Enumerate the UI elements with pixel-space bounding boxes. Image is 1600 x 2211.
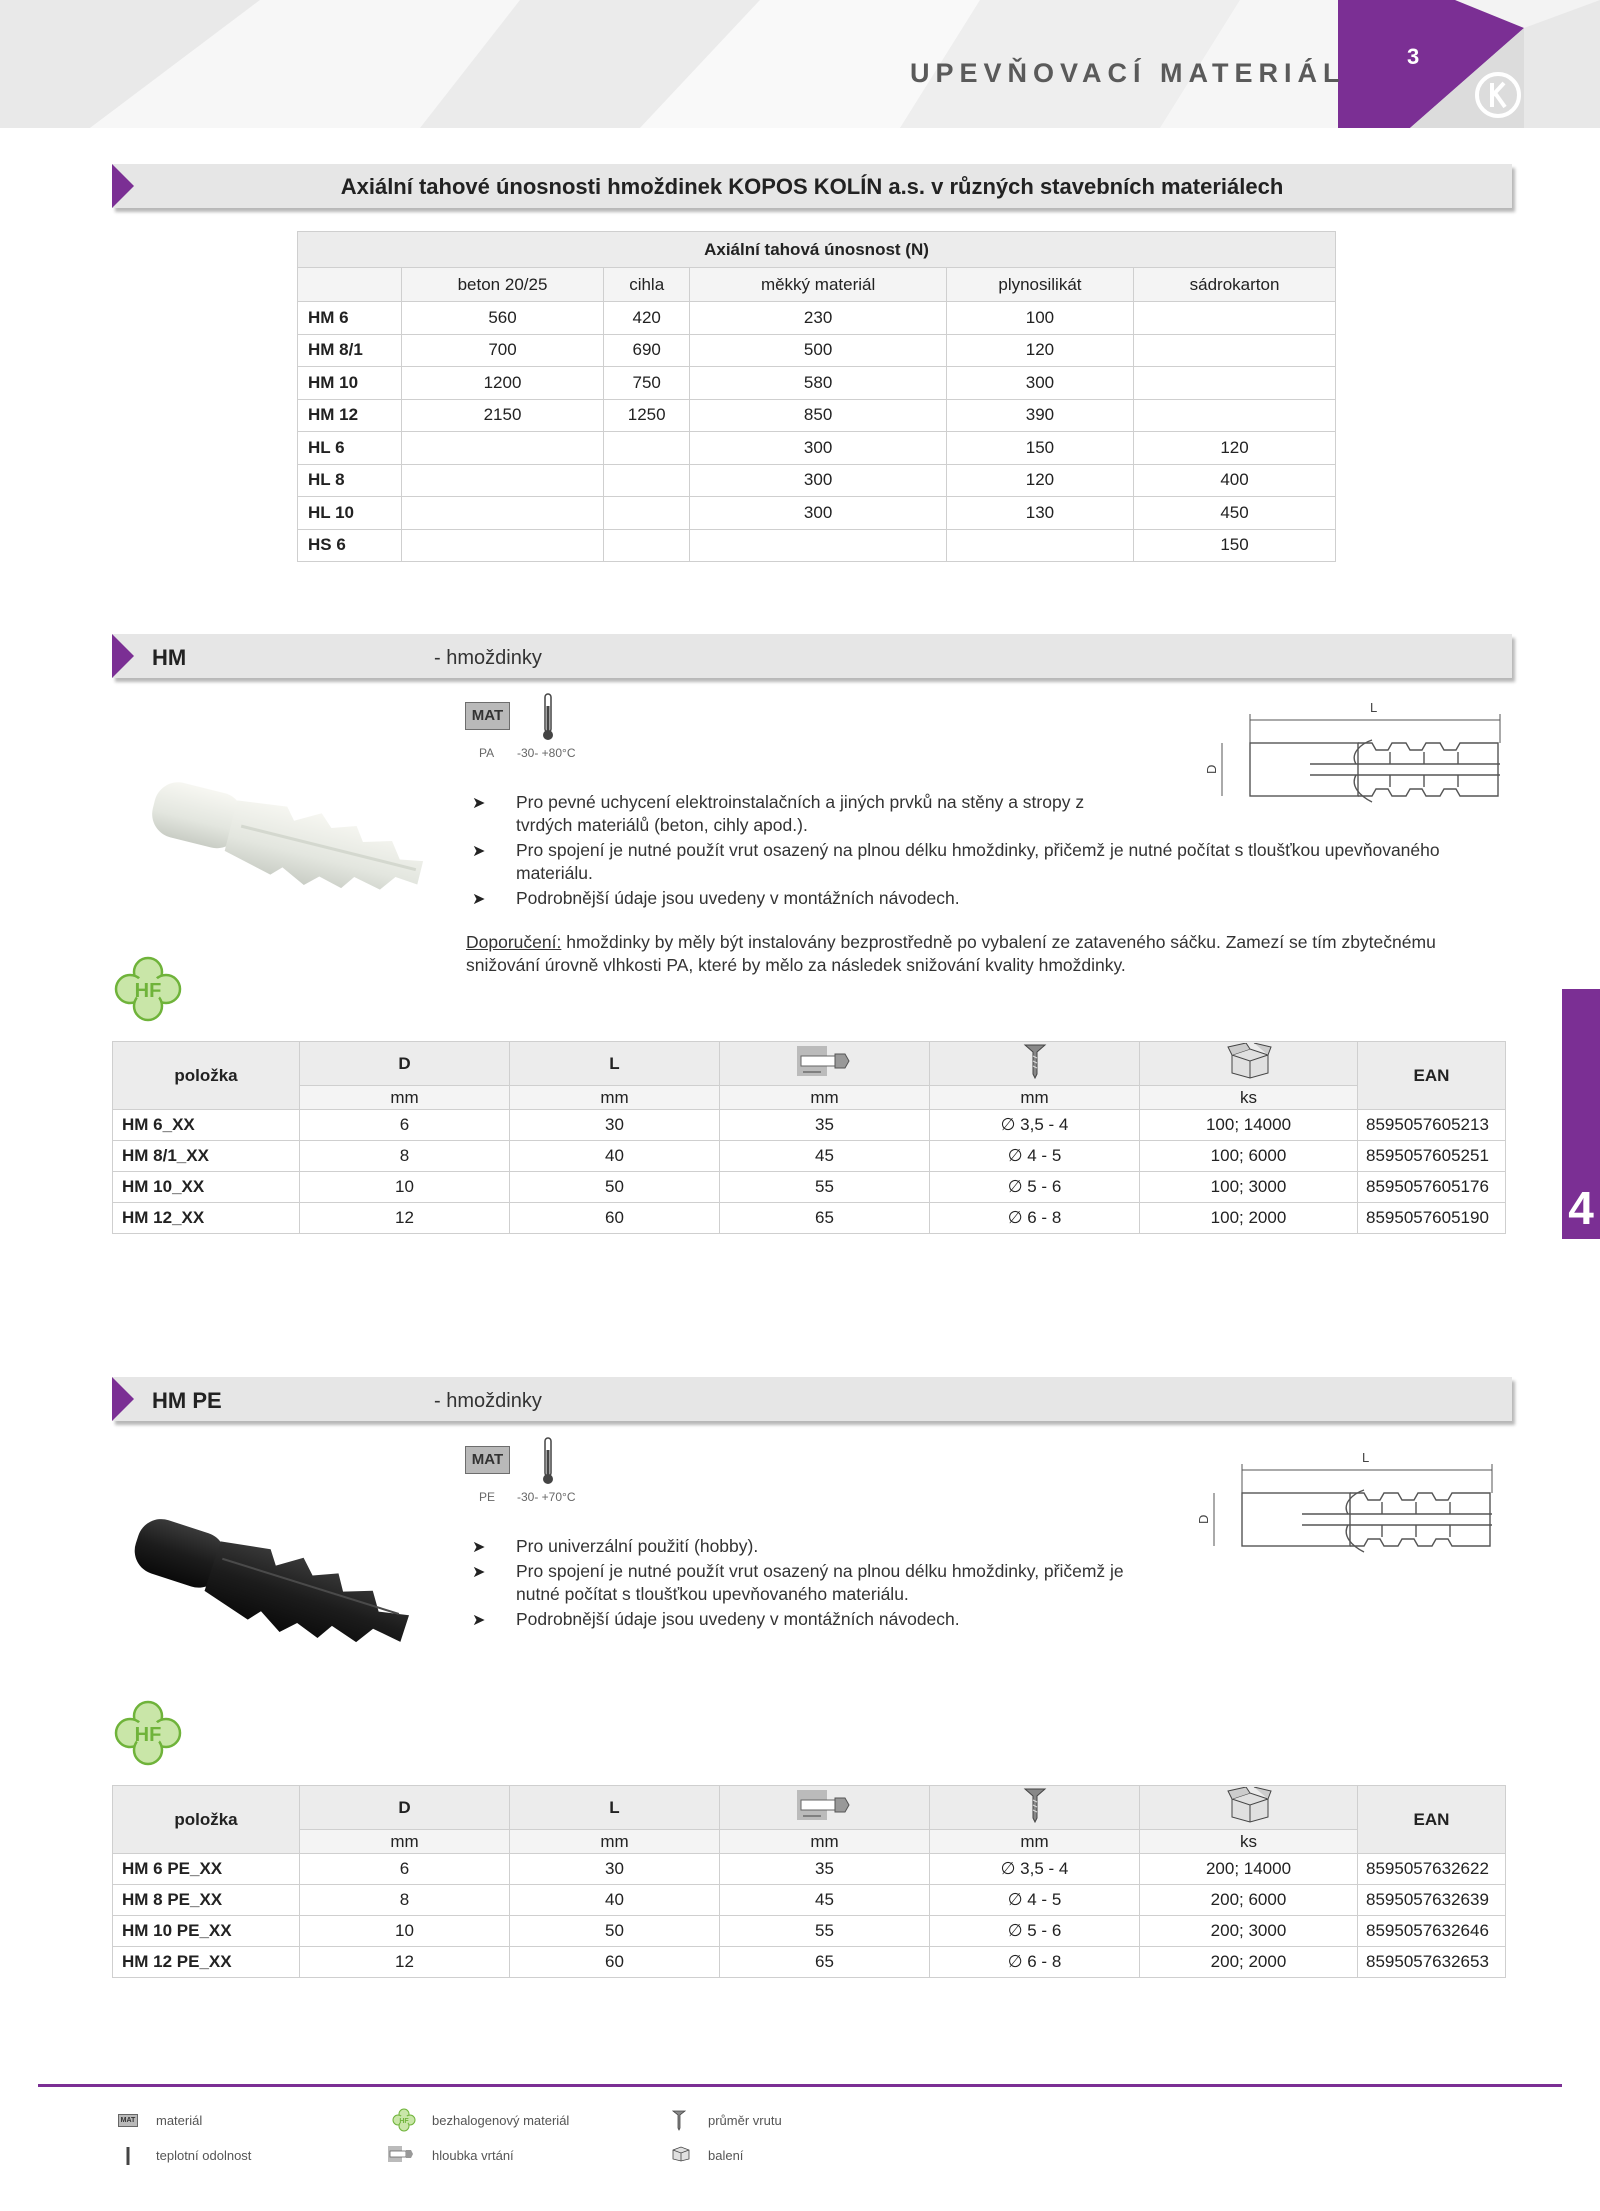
table-cell: 700: [402, 334, 604, 367]
table-row: [113, 1947, 1506, 1978]
cell-L: 40: [510, 1885, 720, 1916]
cell-screw: ∅ 5 - 6: [930, 1172, 1140, 1203]
table-row: [113, 1141, 1506, 1172]
hm-product-table: [112, 1041, 1506, 1234]
hmpe-product-table: [112, 1785, 1506, 1978]
unit-mm: mm: [930, 1830, 1140, 1854]
cell-pack: 100; 2000: [1140, 1203, 1358, 1234]
hm-bullets: [472, 791, 1512, 912]
hmpe-code: HM PE: [152, 1388, 222, 1413]
table-cell: [604, 529, 690, 562]
hmpe-thermometer-icon: [540, 1436, 556, 1486]
cell-L: 50: [510, 1172, 720, 1203]
table-cell: 1250: [604, 399, 690, 432]
unit-mm: mm: [510, 1086, 720, 1110]
cell-item: HM 6_XX: [113, 1110, 300, 1141]
page-title: UPEVŇOVACÍ MATERIÁL: [910, 58, 1346, 88]
screw-diameter-icon: [930, 1786, 1140, 1830]
table-row: [113, 1203, 1506, 1234]
hmpe-product-image: [120, 1515, 420, 1665]
col-header: cihla: [604, 268, 690, 302]
legend-mat-icon: MAT: [118, 2114, 138, 2127]
cell-pack: 100; 6000: [1140, 1141, 1358, 1172]
row-header: HM 8/1: [298, 334, 402, 367]
row-header: HM 10: [298, 367, 402, 400]
table-cell: [402, 529, 604, 562]
cell-item: HM 8/1_XX: [113, 1141, 300, 1172]
table-cell: [946, 529, 1133, 562]
cell-pack: 200; 14000: [1140, 1854, 1358, 1885]
table-cell: [402, 432, 604, 465]
dim-L-label: L: [1370, 700, 1378, 715]
table-cell: [402, 497, 604, 530]
unit-mm: mm: [720, 1830, 930, 1854]
bullet-item: ➤ Pro pevné uchycení elektroinstalačních a jiných prvků na stěny a stropy z tvrdých materiálů (beton, cihly apod.).: [472, 791, 1132, 837]
table-cell: [604, 464, 690, 497]
capacity-table: [297, 231, 1336, 562]
cell-pack: 100; 14000: [1140, 1110, 1358, 1141]
cell-screw: ∅ 3,5 - 4: [930, 1854, 1140, 1885]
cell-D: 8: [300, 1885, 510, 1916]
cell-D: 6: [300, 1110, 510, 1141]
table-cell: 690: [604, 334, 690, 367]
legend-packaging: balení: [708, 2148, 744, 2163]
unit-mm: mm: [720, 1086, 930, 1110]
cell-D: 6: [300, 1854, 510, 1885]
cell-depth: 55: [720, 1916, 930, 1947]
cell-item: HM 10 PE_XX: [113, 1916, 300, 1947]
col-header: měkký materiál: [690, 268, 946, 302]
table-cell: [1134, 302, 1336, 335]
table-cell: 120: [946, 334, 1133, 367]
cell-item: HM 6 PE_XX: [113, 1854, 300, 1885]
cell-D: 10: [300, 1172, 510, 1203]
unit-mm: mm: [300, 1086, 510, 1110]
bullet-item: ➤ Pro univerzální použití (hobby).: [472, 1535, 1172, 1558]
table-cell: 580: [690, 367, 946, 400]
cell-screw: ∅ 4 - 5: [930, 1141, 1140, 1172]
dim-D-label: D: [1204, 764, 1219, 774]
cell-L: 30: [510, 1110, 720, 1141]
col-header: plynosilikát: [946, 268, 1133, 302]
legend-packaging-icon: [670, 2144, 692, 2162]
hmpe-material-label: PE: [479, 1490, 496, 1504]
cell-screw: ∅ 6 - 8: [930, 1947, 1140, 1978]
cell-L: 60: [510, 1947, 720, 1978]
cell-depth: 35: [720, 1110, 930, 1141]
bullet-item: ➤ Pro spojení je nutné použít vrut osazený na plnou délku hmoždinky, přičemž je nutné počítat s tloušťkou upevňovaného materiálu.: [472, 1560, 1172, 1606]
cell-D: 12: [300, 1947, 510, 1978]
cell-ean: 8595057632646: [1358, 1916, 1506, 1947]
drill-depth-icon: [720, 1786, 930, 1830]
col-L-header: L: [510, 1042, 720, 1086]
cell-pack: 200; 2000: [1140, 1947, 1358, 1978]
table-cell: 750: [604, 367, 690, 400]
legend-drill-depth: hloubka vrtání: [432, 2148, 514, 2163]
cell-item: HM 8 PE_XX: [113, 1885, 300, 1916]
dim-D-label: D: [1196, 1514, 1211, 1524]
bullet-item: ➤ Podrobnější údaje jsou uvedeny v montážních návodech.: [472, 887, 1512, 910]
table-row: [298, 464, 1336, 497]
cell-item: HM 12_XX: [113, 1203, 300, 1234]
table-cell: 1200: [402, 367, 604, 400]
table-cell: 420: [604, 302, 690, 335]
cell-pack: 200; 3000: [1140, 1916, 1358, 1947]
table-cell: 300: [690, 497, 946, 530]
cell-L: 30: [510, 1854, 720, 1885]
row-header: HL 10: [298, 497, 402, 530]
hm-product-image: [138, 770, 438, 920]
table-row: [113, 1885, 1506, 1916]
bullet-item: ➤ Podrobnější údaje jsou uvedeny v montážních návodech.: [472, 1608, 1172, 1631]
cell-D: 10: [300, 1916, 510, 1947]
drill-depth-icon: [720, 1042, 930, 1086]
ean-header: EAN: [1358, 1042, 1506, 1110]
legend-drill-depth-icon: [388, 2144, 414, 2164]
table-cell: [1134, 334, 1336, 367]
table-row: [298, 529, 1336, 562]
unit-mm: mm: [510, 1830, 720, 1854]
cell-depth: 45: [720, 1885, 930, 1916]
hf-label: HF: [134, 980, 162, 1002]
page-number: 3: [1407, 44, 1420, 69]
table-row: [298, 302, 1336, 335]
legend-halogen-free: bezhalogenový materiál: [432, 2113, 570, 2128]
legend-screw-icon: [672, 2109, 686, 2131]
col-header: beton 20/25: [402, 268, 604, 302]
row-header: HM 6: [298, 302, 402, 335]
unit-mm: mm: [300, 1830, 510, 1854]
col-D-header: D: [300, 1042, 510, 1086]
table-cell: 450: [1134, 497, 1336, 530]
cell-item: HM 12 PE_XX: [113, 1947, 300, 1978]
hm-code: HM: [152, 645, 187, 670]
kopos-logo: [1473, 70, 1523, 120]
hmpe-section-header: [112, 1377, 1512, 1423]
cell-ean: 8595057605213: [1358, 1110, 1506, 1141]
table-cell: 150: [946, 432, 1133, 465]
cell-screw: ∅ 3,5 - 4: [930, 1110, 1140, 1141]
row-header: HL 6: [298, 432, 402, 465]
hm-halogen-free-icon: [114, 956, 182, 1022]
table-row: [298, 497, 1336, 530]
cell-L: 60: [510, 1203, 720, 1234]
table-cell: 560: [402, 302, 604, 335]
table-cell: 300: [946, 367, 1133, 400]
hm-section-header: [112, 634, 1512, 680]
table-cell: 120: [1134, 432, 1336, 465]
cell-ean: 8595057632639: [1358, 1885, 1506, 1916]
cell-item: HM 10_XX: [113, 1172, 300, 1203]
legend-thermometer-icon: [124, 2146, 132, 2166]
cell-L: 50: [510, 1916, 720, 1947]
cell-ean: 8595057605251: [1358, 1141, 1506, 1172]
cell-screw: ∅ 6 - 8: [930, 1203, 1140, 1234]
table-row: [113, 1110, 1506, 1141]
col-header: sádrokarton: [1134, 268, 1336, 302]
cell-depth: 65: [720, 1947, 930, 1978]
table-cell: 400: [1134, 464, 1336, 497]
table-cell: 2150: [402, 399, 604, 432]
table-row: [298, 334, 1336, 367]
row-header: HS 6: [298, 529, 402, 562]
cell-pack: 100; 3000: [1140, 1172, 1358, 1203]
note-label: Doporučení:: [466, 932, 562, 952]
table-cell: [1134, 399, 1336, 432]
hm-material-label: PA: [479, 746, 495, 760]
table-row: [113, 1916, 1506, 1947]
capacity-table-title: Axiální tahová únosnost (N): [298, 232, 1336, 268]
item-header: položka: [113, 1786, 300, 1854]
hmpe-subtitle: - hmoždinky: [434, 1390, 542, 1412]
hm-subtitle: - hmoždinky: [434, 647, 542, 669]
header-decor-svg: [0, 0, 1600, 128]
table-cell: 120: [946, 464, 1133, 497]
cell-pack: 200; 6000: [1140, 1885, 1358, 1916]
note-text: hmoždinky by měly být instalovány bezprostředně po vybalení ze zataveného sáčku. Zamezí se tím zbytečnému snižování úrovně vlhkosti PA, které by mělo za následek snižování kvality hmoždinky.: [466, 932, 1436, 975]
cell-ean: 8595057605176: [1358, 1172, 1506, 1203]
legend-screw-diameter: průměr vrutu: [708, 2113, 782, 2128]
table-cell: 500: [690, 334, 946, 367]
row-header: HM 12: [298, 399, 402, 432]
cell-D: 12: [300, 1203, 510, 1234]
capacity-section-header: [112, 164, 1512, 210]
table-cell: [690, 529, 946, 562]
cell-D: 8: [300, 1141, 510, 1172]
cell-depth: 35: [720, 1854, 930, 1885]
hmpe-temperature-label: -30- +70°C: [517, 1490, 576, 1504]
header-background: [0, 0, 1600, 128]
hm-mat-badge: MAT: [465, 702, 510, 730]
screw-diameter-icon: [930, 1042, 1140, 1086]
table-row: [298, 399, 1336, 432]
table-row: [113, 1854, 1506, 1885]
table-cell: 130: [946, 497, 1133, 530]
hm-recommendation-note: [466, 931, 1506, 977]
hmpe-bullets: [472, 1535, 1172, 1633]
hmpe-mat-badge: MAT: [465, 1446, 510, 1474]
cell-screw: ∅ 5 - 6: [930, 1916, 1140, 1947]
table-cell: 850: [690, 399, 946, 432]
cell-depth: 65: [720, 1203, 930, 1234]
legend-material: materiál: [156, 2113, 203, 2128]
footer-divider: [38, 2084, 1562, 2087]
cell-depth: 55: [720, 1172, 930, 1203]
cell-ean: 8595057605190: [1358, 1203, 1506, 1234]
table-cell: [604, 432, 690, 465]
table-cell: 300: [690, 432, 946, 465]
capacity-table-header-row: [298, 268, 1336, 302]
legend-temperature: teplotní odolnost: [156, 2148, 252, 2163]
cell-L: 40: [510, 1141, 720, 1172]
table-row: [298, 432, 1336, 465]
unit-ks: ks: [1140, 1830, 1358, 1854]
hm-temperature-label: -30- +80°C: [517, 746, 576, 760]
packaging-icon: [1140, 1786, 1358, 1830]
table-row: [298, 367, 1336, 400]
chapter-number: 4: [1568, 1182, 1594, 1234]
col-D-header: D: [300, 1786, 510, 1830]
packaging-icon: [1140, 1042, 1358, 1086]
table-cell: 230: [690, 302, 946, 335]
item-header: položka: [113, 1042, 300, 1110]
hf-label: HF: [134, 1724, 162, 1746]
hmpe-dimension-drawing: [1192, 1448, 1502, 1563]
table-cell: 390: [946, 399, 1133, 432]
unit-ks: ks: [1140, 1086, 1358, 1110]
cell-depth: 45: [720, 1141, 930, 1172]
hm-thermometer-icon: [540, 692, 556, 742]
cell-ean: 8595057632622: [1358, 1854, 1506, 1885]
dim-L-label: L: [1362, 1450, 1370, 1465]
col-L-header: L: [510, 1786, 720, 1830]
bullet-item: ➤ Pro spojení je nutné použít vrut osazený na plnou délku hmoždinky, přičemž je nutné počítat s tloušťkou upevňovaného materiálu.: [472, 839, 1512, 885]
table-cell: 100: [946, 302, 1133, 335]
legend-hf-icon: [392, 2108, 416, 2132]
cell-ean: 8595057632653: [1358, 1947, 1506, 1978]
capacity-section-title: Axiální tahové únosnosti hmoždinek KOPOS KOLÍN a.s. v různých stavebních materiálech: [340, 174, 1284, 199]
unit-mm: mm: [930, 1086, 1140, 1110]
table-cell: [1134, 367, 1336, 400]
cell-screw: ∅ 4 - 5: [930, 1885, 1140, 1916]
table-cell: [604, 497, 690, 530]
row-header: HL 8: [298, 464, 402, 497]
legend-hf-label: HF: [399, 2118, 409, 2125]
ean-header: EAN: [1358, 1786, 1506, 1854]
table-cell: 150: [1134, 529, 1336, 562]
hmpe-halogen-free-icon: [114, 1700, 182, 1766]
table-cell: 300: [690, 464, 946, 497]
table-row: [113, 1172, 1506, 1203]
table-cell: [402, 464, 604, 497]
